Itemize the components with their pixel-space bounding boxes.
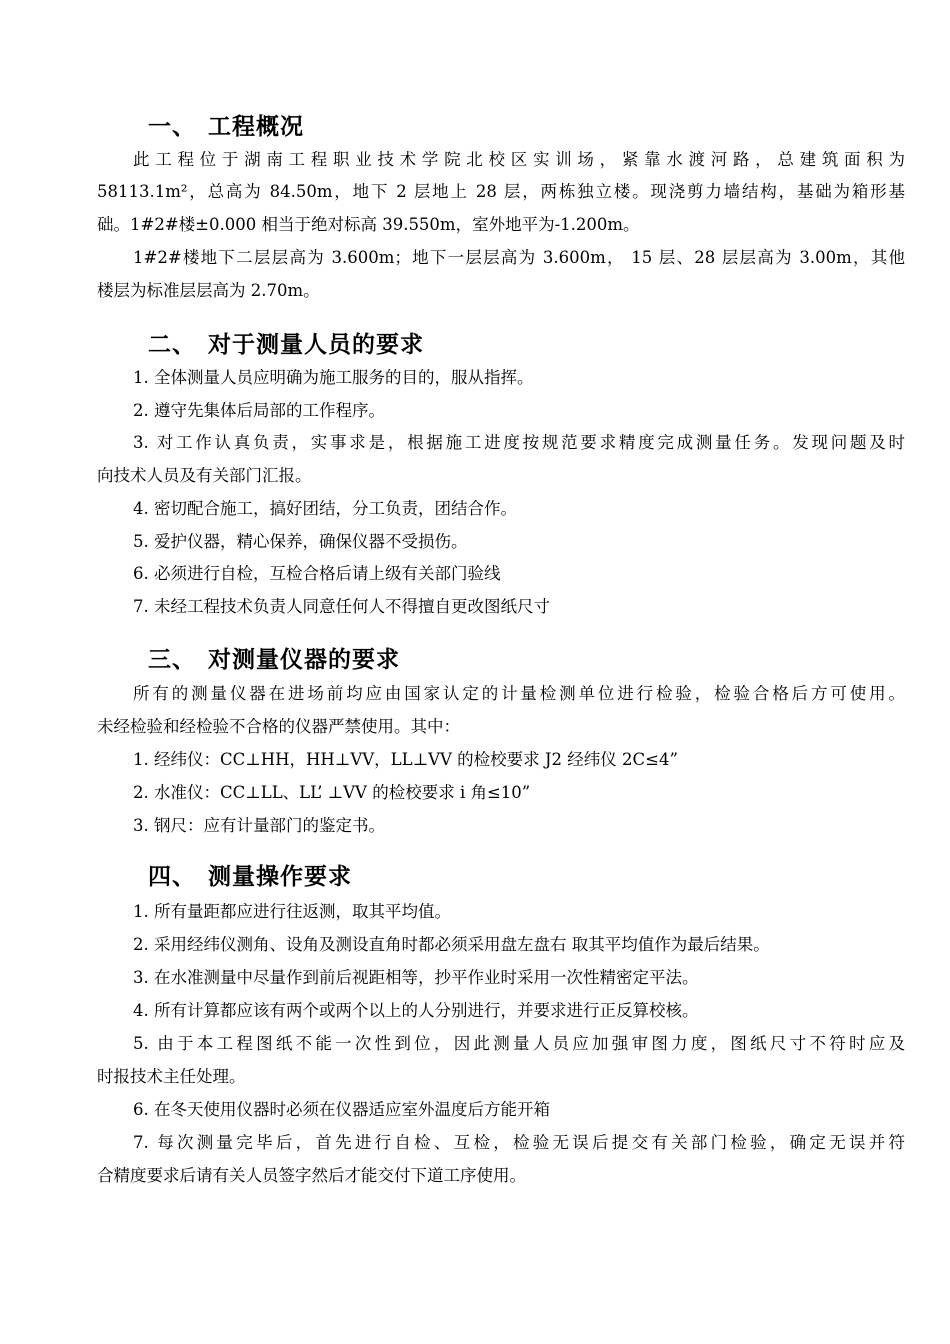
section-heading bbox=[148, 108, 304, 141]
section-title: 测量操作要求 bbox=[208, 864, 352, 890]
list-item: 4. 所有计算都应该有两个或两个以上的人分别进行，并要求进行正反算校核。 bbox=[133, 1001, 699, 1020]
paragraph-line: 此工程位于湖南工程职业技术学院北校区实训场，紧靠水渡河路，总建筑面积为 bbox=[133, 150, 905, 169]
paragraph-line: 楼层为标准层层高为 2.70m。 bbox=[97, 281, 320, 300]
section-number: 一、 bbox=[148, 114, 196, 140]
section-heading bbox=[148, 858, 352, 891]
section-number: 二、 bbox=[148, 332, 196, 358]
section-heading bbox=[148, 641, 400, 674]
list-item: 6. 必须进行自检，互检合格后请上级有关部门验线 bbox=[133, 564, 501, 583]
list-item: 2. 水准仪：CC⊥LL、LL’ ⊥VV 的检校要求 i 角≤10” bbox=[133, 783, 531, 802]
list-item: 1. 所有量距都应进行往返测，取其平均值。 bbox=[133, 902, 451, 921]
section-title: 工程概况 bbox=[208, 114, 304, 140]
paragraph-line: 1#2#楼地下二层层高为 3.600m；地下一层层高为 3.600m， 15 层、28 层层高为 3.00m，其他 bbox=[133, 248, 905, 267]
list-item: 7. 未经工程技术负责人同意任何人不得擅自更改图纸尺寸 bbox=[133, 597, 550, 616]
paragraph-line: 58113.1m²，总高为 84.50m，地下 2 层地上 28 层，两栋独立楼。现浇剪力墙结构，基础为箱形基 bbox=[97, 182, 905, 201]
list-item: 5. 爱护仪器，精心保养，确保仪器不受损伤。 bbox=[133, 532, 468, 551]
list-item: 3. 对工作认真负责，实事求是，根据施工进度按规范要求精度完成测量任务。发现问题及时 bbox=[133, 433, 905, 452]
list-item: 1. 经纬仪：CC⊥HH，HH⊥VV，LL⊥VV 的检校要求 J2 经纬仪 2C≤4” bbox=[133, 750, 678, 769]
list-item: 7. 每次测量完毕后，首先进行自检、互检，检验无误后提交有关部门检验，确定无误并符 bbox=[133, 1133, 905, 1152]
list-item-continuation: 合精度要求后请有关人员签字然后才能交付下道工序使用。 bbox=[97, 1166, 526, 1185]
section-number: 三、 bbox=[148, 647, 196, 673]
list-item: 4. 密切配合施工，搞好团结，分工负责，团结合作。 bbox=[133, 499, 517, 518]
section-heading bbox=[148, 326, 424, 359]
section-title: 对于测量人员的要求 bbox=[208, 332, 424, 358]
paragraph-line: 未经检验和经检验不合格的仪器严禁使用。其中： bbox=[97, 717, 460, 736]
paragraph-line: 所有的测量仪器在进场前均应由国家认定的计量检测单位进行检验，检验合格后方可使用。 bbox=[133, 684, 905, 703]
list-item: 2. 采用经纬仪测角、设角及测设直角时都必须采用盘左盘右 取其平均值作为最后结果。 bbox=[133, 935, 770, 954]
list-item-continuation: 时报技术主任处理。 bbox=[97, 1067, 246, 1086]
list-item: 1. 全体测量人员应明确为施工服务的目的，服从指挥。 bbox=[133, 368, 534, 387]
paragraph-line: 础。1#2#楼±0.000 相当于绝对标高 39.550m，室外地平为-1.200m。 bbox=[97, 215, 640, 234]
list-item: 2. 遵守先集体后局部的工作程序。 bbox=[133, 401, 385, 420]
section-title: 对测量仪器的要求 bbox=[208, 647, 400, 673]
list-item-continuation: 向技术人员及有关部门汇报。 bbox=[97, 466, 312, 485]
list-item: 6. 在冬天使用仪器时必须在仪器适应室外温度后方能开箱 bbox=[133, 1100, 550, 1119]
list-item: 3. 在水准测量中尽量作到前后视距相等，抄平作业时采用一次性精密定平法。 bbox=[133, 968, 699, 987]
section-number: 四、 bbox=[148, 864, 196, 890]
list-item: 5. 由于本工程图纸不能一次性到位，因此测量人员应加强审图力度，图纸尺寸不符时应及 bbox=[133, 1034, 905, 1053]
list-item: 3. 钢尺：应有计量部门的鉴定书。 bbox=[133, 816, 385, 835]
